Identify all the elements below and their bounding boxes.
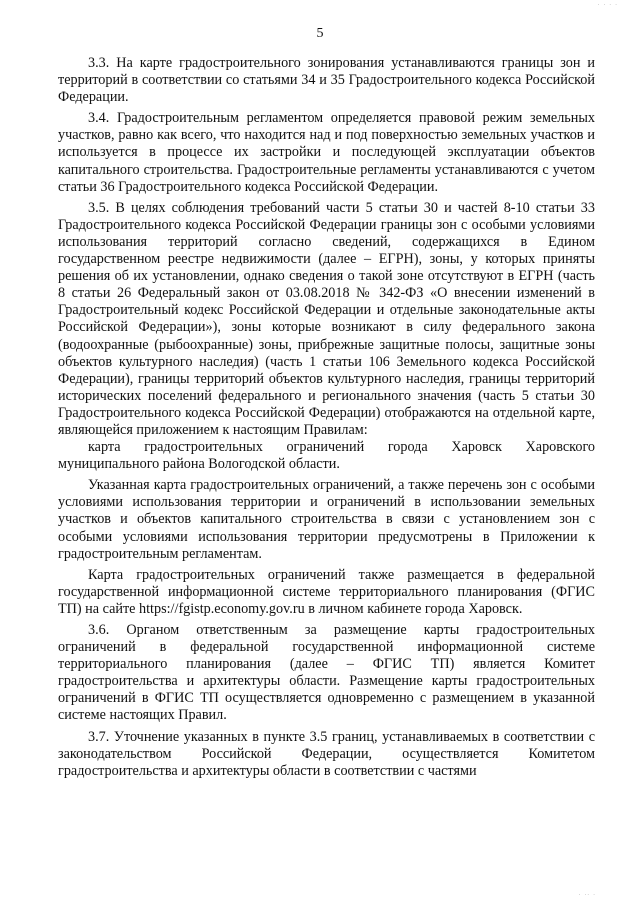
paragraph-fgis-placement: Карта градостроительных ограничений также размещается в федеральной государственной информационной системе территориального планирования (ФГИС ТП) на сайте https://fgistp.economy.gov.ru в личном кабинете города Харовск. — [58, 566, 595, 617]
paragraph-3-6: 3.6. Органом ответственным за размещение карты градостроительных ограничений в федеральной государственной информационной системе территориального планирования (далее – ФГИС ТП) является Комитет градостроительства и архитектуры области. Размещение карты градостроительных ограничений в ФГИС ТП осуществляется одновременно с размещением в указанной системе настоящих Правил. — [58, 622, 595, 724]
scan-artifact-bottom: · ·· · — [578, 892, 596, 899]
paragraph-map-list: Указанная карта градостроительных ограничений, а также перечень зон с особыми условиями использования территории и ограничений в использовании земельных участков и объектов капитального строительства в связи с установлением зон с особыми условиями использования территории предусмотрены в Приложении к градостроительным регламентам. — [58, 477, 595, 562]
paragraph-3-4: 3.4. Градостроительным регламентом определяется правовой режим земельных участков, равно как всего, что находится над и под поверхностью земельных участков и используется в процессе их застройки и последующей эксплуатации объектов капитального строительства. Градостроительные регламенты устанавливаются с учетом статьи 36 Градостроительного кодекса Российской Федерации. — [58, 110, 595, 195]
paragraph-3-7: 3.7. Уточнение указанных в пункте 3.5 границ, устанавливаемых в соответствии с законодательством Российской Федерации, осуществляется Комитетом градостроительства и архитектуры области в соответствии с частями — [58, 728, 595, 779]
scan-artifact-top: · · · · — [597, 2, 618, 9]
paragraph-3-3: 3.3. На карте градостроительного зонирования устанавливаются границы зон и территорий в соответствии со статьями 34 и 35 Градостроительного кодекса Российской Федерации. — [58, 55, 595, 106]
document-body — [58, 55, 595, 784]
paragraph-3-5: 3.5. В целях соблюдения требований части 5 статьи 30 и частей 8-10 статьи 33 Градостроительного кодекса Российской Федерации границы зон с особыми условиями использования территорий согласно сведений, содержащихся в Едином государственном реестре недвижимости (далее – ЕГРН), зоны, у которых приняты решения об их установлении, однако сведения о такой зоне отсутствуют в ЕГРН (часть 8 статьи 26 Федеральный закон от 03.08.2018 № 342-ФЗ «О внесении изменений в Градостроительный кодекс Российской Федерации и отдельные законодательные акты Российской Федерации»), зоны которые возникают в силу федерального закона (водоохранные (рыбоохранные) зоны, прибрежные защитные полосы, защитные зоны объектов культурного наследия) (часть 1 статьи 106 Земельного кодекса Российской Федерации), границы территорий объектов культурного наследия, границы территорий исторических поселений федерального и регионального значения (часть 5 статьи 30 Градостроительного кодекса Российской Федерации) отображаются на отдельной карте, являющейся приложением к настоящим Правилам: — [58, 199, 595, 438]
paragraph-map-item: карта градостроительных ограничений города Харовск Харовского муниципального района Вологодской области. — [58, 439, 595, 473]
page-number: 5 — [316, 26, 324, 41]
